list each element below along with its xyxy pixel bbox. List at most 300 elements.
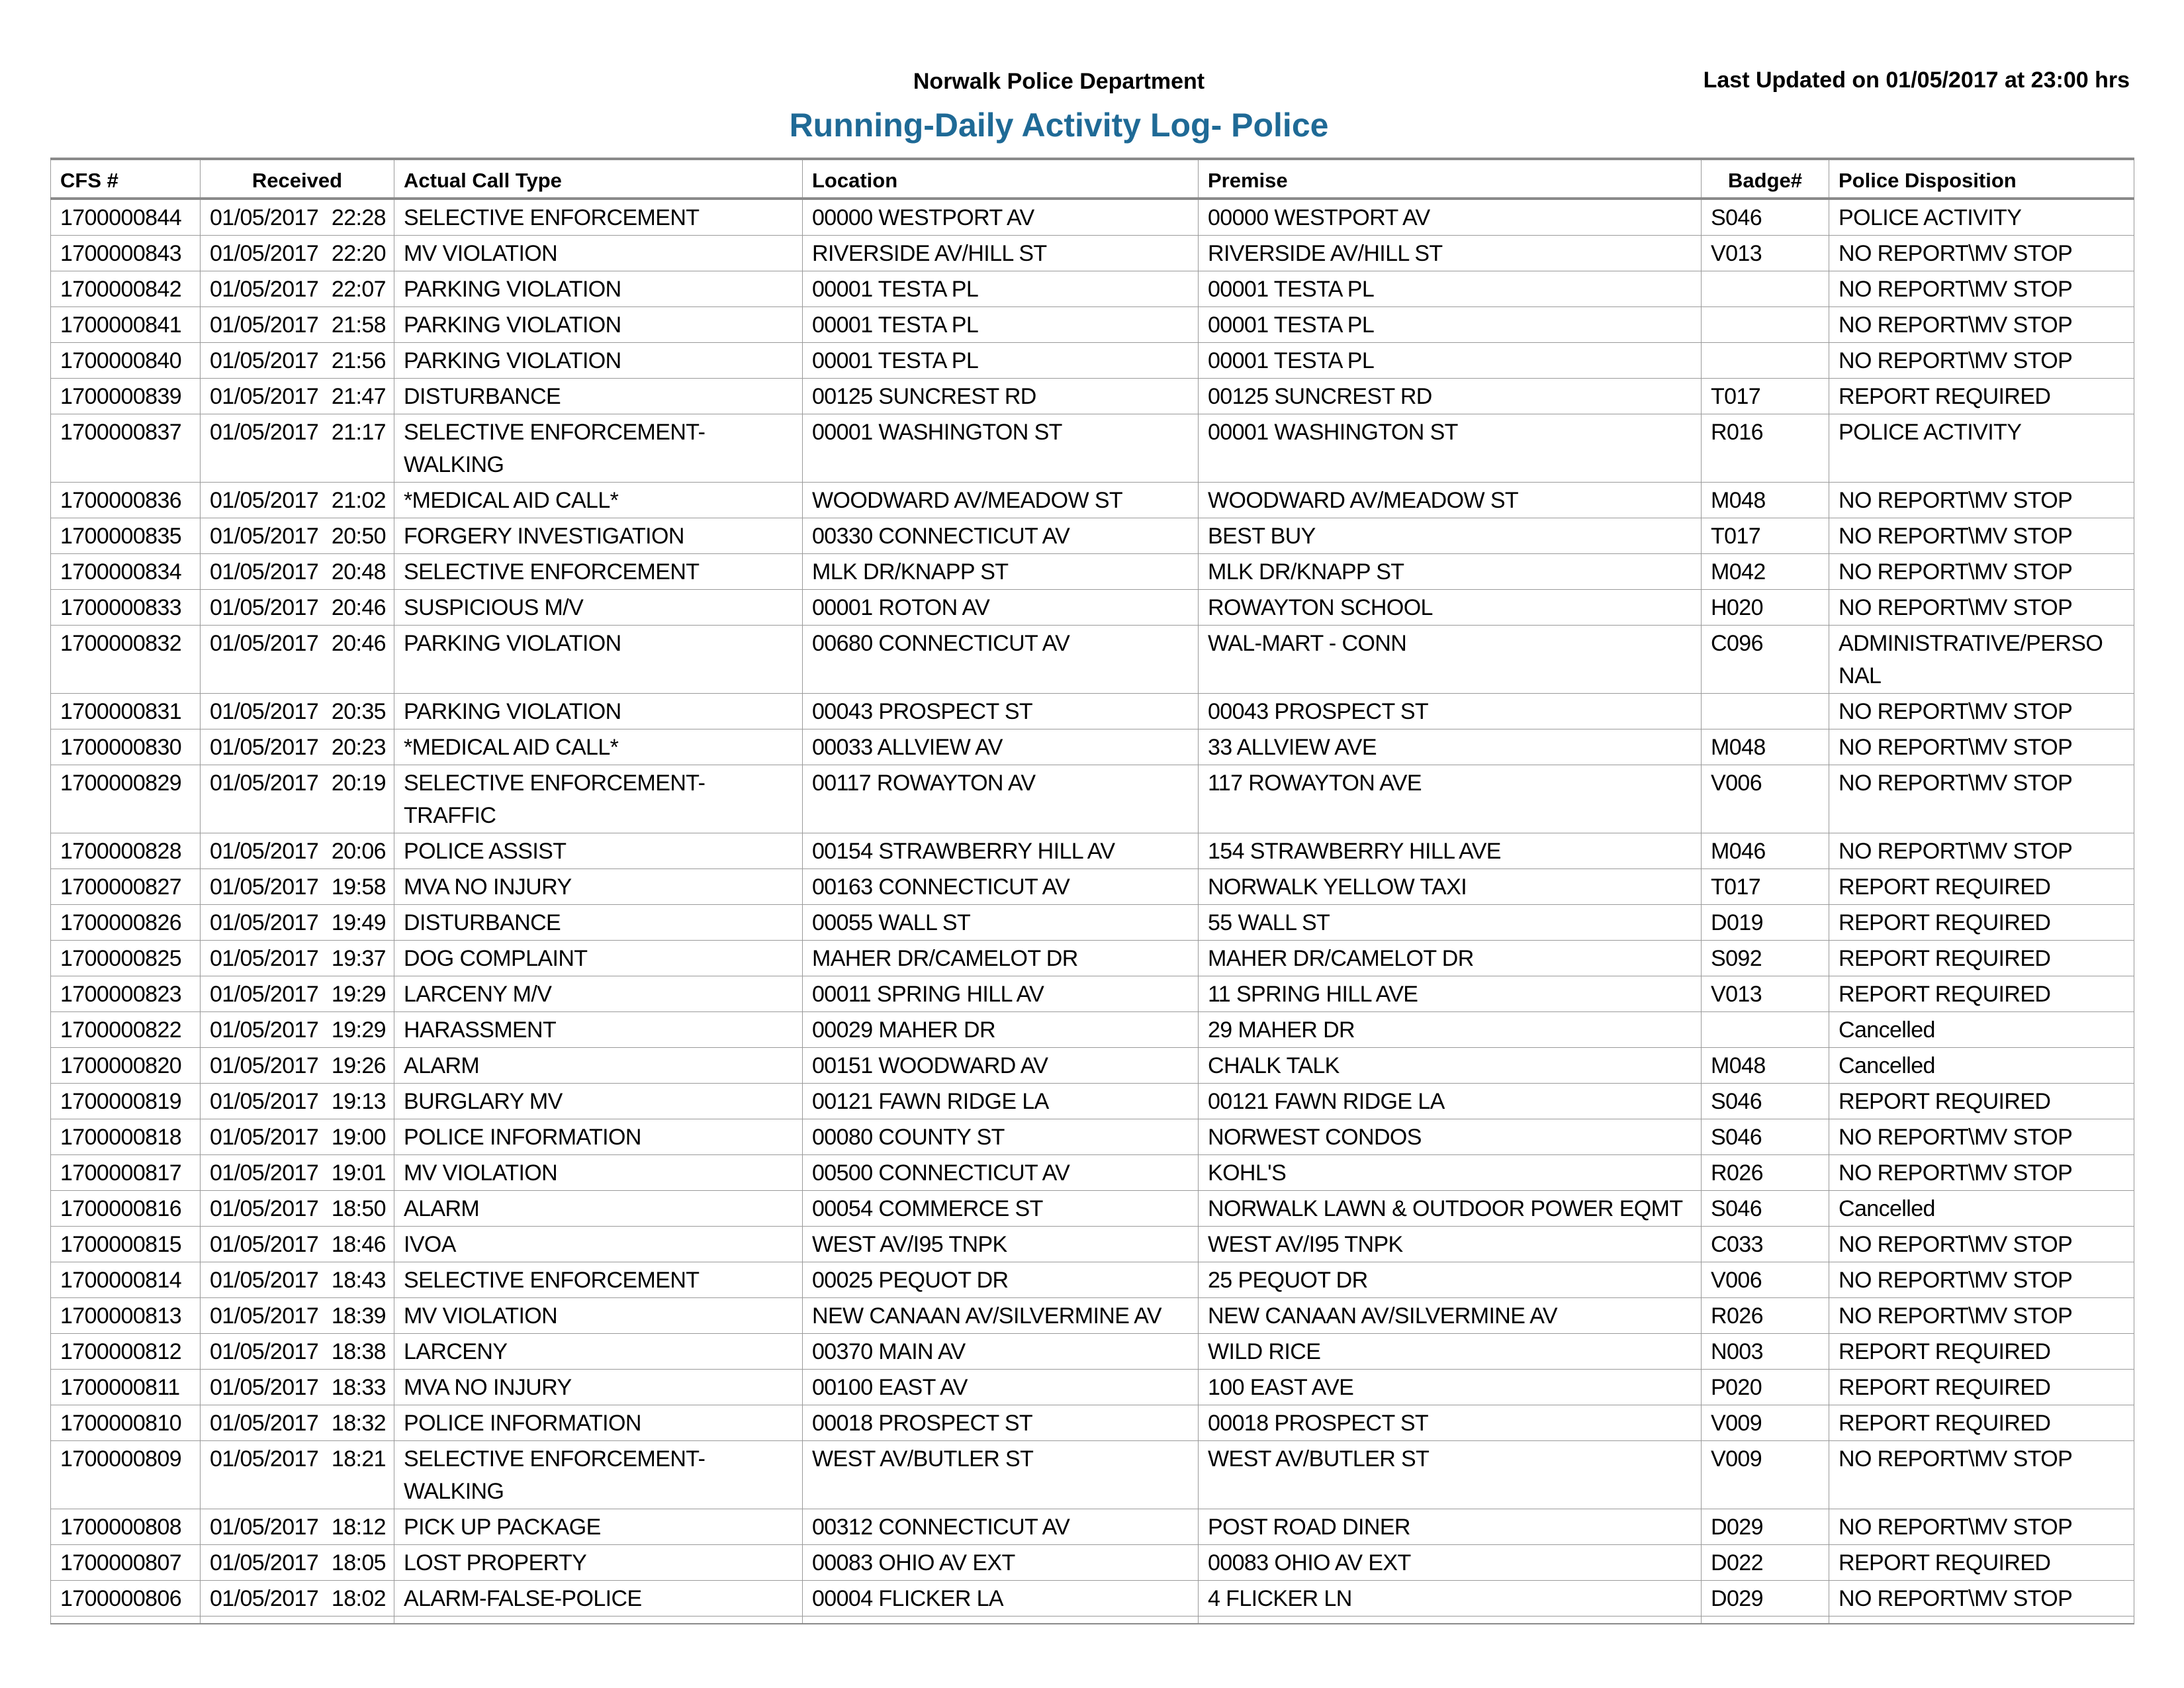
received-cell bbox=[201, 1581, 394, 1617]
received-time: 19:26 bbox=[331, 1053, 386, 1078]
received-cell bbox=[201, 1227, 394, 1262]
received-cell bbox=[201, 1191, 394, 1227]
table-row bbox=[51, 1545, 2134, 1581]
received-date: 01/05/2017 bbox=[210, 312, 319, 338]
disposition-cell: REPORT REQUIRED bbox=[1829, 976, 2134, 1012]
premise-cell: RIVERSIDE AV/HILL ST bbox=[1199, 236, 1702, 271]
badge-cell: H020 bbox=[1702, 590, 1829, 626]
received-date: 01/05/2017 bbox=[210, 771, 319, 796]
disposition-cell: Cancelled bbox=[1829, 1191, 2134, 1227]
cfs-cell: 1700000814 bbox=[51, 1262, 201, 1298]
disposition-cell: NO REPORT\MV STOP bbox=[1829, 236, 2134, 271]
cfs-cell: 1700000826 bbox=[51, 905, 201, 941]
badge-cell: P020 bbox=[1702, 1370, 1829, 1405]
column-header-premise: Premise bbox=[1199, 159, 1702, 199]
received-date: 01/05/2017 bbox=[210, 1339, 319, 1364]
call-type-cell: LARCENY bbox=[394, 1334, 803, 1370]
cfs-cell: 1700000836 bbox=[51, 483, 201, 518]
received-cell bbox=[201, 941, 394, 976]
disposition-cell: REPORT REQUIRED bbox=[1829, 869, 2134, 905]
column-header-received: Received bbox=[201, 159, 394, 199]
location-cell: 00370 MAIN AV bbox=[803, 1334, 1199, 1370]
premise-cell: 00001 TESTA PL bbox=[1199, 271, 1702, 307]
disposition-cell: NO REPORT\MV STOP bbox=[1829, 1262, 2134, 1298]
badge-cell: T017 bbox=[1702, 869, 1829, 905]
disposition-cell: REPORT REQUIRED bbox=[1829, 941, 2134, 976]
location-cell: 00154 STRAWBERRY HILL AV bbox=[803, 833, 1199, 869]
disposition-cell: REPORT REQUIRED bbox=[1829, 1545, 2134, 1581]
cfs-cell: 1700000811 bbox=[51, 1370, 201, 1405]
call-type-cell: ALARM-FALSE-POLICE bbox=[394, 1581, 803, 1617]
received-time: 22:28 bbox=[331, 205, 386, 230]
location-cell: 00330 CONNECTICUT AV bbox=[803, 518, 1199, 554]
badge-cell: M042 bbox=[1702, 554, 1829, 590]
premise-cell: 33 ALLVIEW AVE bbox=[1199, 729, 1702, 765]
disposition-cell: REPORT REQUIRED bbox=[1829, 1084, 2134, 1119]
empty-cell bbox=[1829, 1617, 2134, 1624]
premise-cell: MLK DR/KNAPP ST bbox=[1199, 554, 1702, 590]
call-type-cell: SELECTIVE ENFORCEMENT bbox=[394, 554, 803, 590]
received-cell bbox=[201, 626, 394, 694]
received-time: 18:32 bbox=[331, 1411, 386, 1436]
disposition-cell: NO REPORT\MV STOP bbox=[1829, 694, 2134, 729]
badge-cell bbox=[1702, 694, 1829, 729]
empty-cell bbox=[201, 1617, 394, 1624]
location-cell: 00001 WASHINGTON ST bbox=[803, 414, 1199, 483]
call-type-cell: PICK UP PACKAGE bbox=[394, 1509, 803, 1545]
received-cell bbox=[201, 1298, 394, 1334]
table-row bbox=[51, 307, 2134, 343]
department-name: Norwalk Police Department bbox=[913, 69, 1205, 94]
premise-cell: WEST AV/BUTLER ST bbox=[1199, 1441, 1702, 1509]
received-date: 01/05/2017 bbox=[210, 1089, 319, 1114]
location-cell: RIVERSIDE AV/HILL ST bbox=[803, 236, 1199, 271]
received-cell bbox=[201, 590, 394, 626]
location-cell: 00151 WOODWARD AV bbox=[803, 1048, 1199, 1084]
badge-cell: D029 bbox=[1702, 1509, 1829, 1545]
table-row bbox=[51, 414, 2134, 483]
column-header-disposition: Police Disposition bbox=[1829, 159, 2134, 199]
call-type-cell: PARKING VIOLATION bbox=[394, 626, 803, 694]
badge-cell: V009 bbox=[1702, 1405, 1829, 1441]
cfs-cell: 1700000834 bbox=[51, 554, 201, 590]
received-cell bbox=[201, 1155, 394, 1191]
received-time: 20:19 bbox=[331, 771, 386, 796]
badge-cell: M048 bbox=[1702, 1048, 1829, 1084]
cfs-cell: 1700000835 bbox=[51, 518, 201, 554]
disposition-cell: POLICE ACTIVITY bbox=[1829, 414, 2134, 483]
received-cell bbox=[201, 905, 394, 941]
received-time: 19:13 bbox=[331, 1089, 386, 1114]
table-row bbox=[51, 554, 2134, 590]
badge-cell: C096 bbox=[1702, 626, 1829, 694]
received-cell bbox=[201, 554, 394, 590]
badge-cell: S046 bbox=[1702, 1119, 1829, 1155]
badge-cell: T017 bbox=[1702, 379, 1829, 414]
call-type-cell: FORGERY INVESTIGATION bbox=[394, 518, 803, 554]
received-time: 18:33 bbox=[331, 1375, 386, 1400]
premise-cell: MAHER DR/CAMELOT DR bbox=[1199, 941, 1702, 976]
received-date: 01/05/2017 bbox=[210, 384, 319, 409]
call-type-cell: SELECTIVE ENFORCEMENT bbox=[394, 199, 803, 236]
received-time: 18:43 bbox=[331, 1268, 386, 1293]
location-cell: 00000 WESTPORT AV bbox=[803, 199, 1199, 236]
badge-cell: V013 bbox=[1702, 976, 1829, 1012]
badge-cell: D029 bbox=[1702, 1581, 1829, 1617]
premise-cell: 00018 PROSPECT ST bbox=[1199, 1405, 1702, 1441]
location-cell: 00083 OHIO AV EXT bbox=[803, 1545, 1199, 1581]
location-cell: 00029 MAHER DR bbox=[803, 1012, 1199, 1048]
table-row bbox=[51, 1334, 2134, 1370]
cfs-cell: 1700000822 bbox=[51, 1012, 201, 1048]
cfs-cell: 1700000830 bbox=[51, 729, 201, 765]
table-row bbox=[51, 1119, 2134, 1155]
received-date: 01/05/2017 bbox=[210, 910, 319, 935]
badge-cell: S092 bbox=[1702, 941, 1829, 976]
call-type-cell: PARKING VIOLATION bbox=[394, 307, 803, 343]
received-time: 18:12 bbox=[331, 1515, 386, 1540]
table-row bbox=[51, 1509, 2134, 1545]
received-date: 01/05/2017 bbox=[210, 524, 319, 549]
premise-cell: ROWAYTON SCHOOL bbox=[1199, 590, 1702, 626]
table-row bbox=[51, 1012, 2134, 1048]
premise-cell: 00121 FAWN RIDGE LA bbox=[1199, 1084, 1702, 1119]
received-date: 01/05/2017 bbox=[210, 1196, 319, 1221]
call-type-cell: ALARM bbox=[394, 1048, 803, 1084]
received-date: 01/05/2017 bbox=[210, 1017, 319, 1043]
received-date: 01/05/2017 bbox=[210, 874, 319, 900]
premise-cell: NORWEST CONDOS bbox=[1199, 1119, 1702, 1155]
disposition-cell: NO REPORT\MV STOP bbox=[1829, 1509, 2134, 1545]
call-type-cell: MVA NO INJURY bbox=[394, 1370, 803, 1405]
badge-cell: R026 bbox=[1702, 1155, 1829, 1191]
received-date: 01/05/2017 bbox=[210, 1125, 319, 1150]
premise-cell: BEST BUY bbox=[1199, 518, 1702, 554]
table-row bbox=[51, 483, 2134, 518]
location-cell: 00117 ROWAYTON AV bbox=[803, 765, 1199, 833]
location-cell: 00001 TESTA PL bbox=[803, 307, 1199, 343]
premise-cell: KOHL'S bbox=[1199, 1155, 1702, 1191]
table-row bbox=[51, 833, 2134, 869]
cfs-cell: 1700000832 bbox=[51, 626, 201, 694]
cfs-cell: 1700000833 bbox=[51, 590, 201, 626]
received-cell bbox=[201, 236, 394, 271]
table-row bbox=[51, 1227, 2134, 1262]
received-time: 18:39 bbox=[331, 1303, 386, 1329]
table-row bbox=[51, 590, 2134, 626]
location-cell: 00011 SPRING HILL AV bbox=[803, 976, 1199, 1012]
received-date: 01/05/2017 bbox=[210, 1303, 319, 1329]
received-date: 01/05/2017 bbox=[210, 348, 319, 373]
received-date: 01/05/2017 bbox=[210, 1268, 319, 1293]
call-type-cell: IVOA bbox=[394, 1227, 803, 1262]
premise-cell: 100 EAST AVE bbox=[1199, 1370, 1702, 1405]
table-row bbox=[51, 518, 2134, 554]
disposition-cell: NO REPORT\MV STOP bbox=[1829, 1119, 2134, 1155]
cfs-cell: 1700000815 bbox=[51, 1227, 201, 1262]
table-row bbox=[51, 1581, 2134, 1617]
empty-cell bbox=[1199, 1617, 1702, 1624]
received-time: 19:37 bbox=[331, 946, 386, 971]
received-date: 01/05/2017 bbox=[210, 699, 319, 724]
page-title: Running-Daily Activity Log- Police bbox=[789, 107, 1329, 144]
table-row bbox=[51, 1262, 2134, 1298]
call-type-cell: POLICE INFORMATION bbox=[394, 1405, 803, 1441]
premise-cell: 154 STRAWBERRY HILL AVE bbox=[1199, 833, 1702, 869]
cfs-cell: 1700000823 bbox=[51, 976, 201, 1012]
disposition-cell: Cancelled bbox=[1829, 1012, 2134, 1048]
disposition-cell: NO REPORT\MV STOP bbox=[1829, 1581, 2134, 1617]
received-cell bbox=[201, 271, 394, 307]
disposition-cell: NO REPORT\MV STOP bbox=[1829, 1227, 2134, 1262]
call-type-cell: *MEDICAL AID CALL* bbox=[394, 729, 803, 765]
premise-cell: NORWALK LAWN & OUTDOOR POWER EQMT bbox=[1199, 1191, 1702, 1227]
received-date: 01/05/2017 bbox=[210, 277, 319, 302]
premise-cell: NEW CANAAN AV/SILVERMINE AV bbox=[1199, 1298, 1702, 1334]
received-time: 21:56 bbox=[331, 348, 386, 373]
premise-cell: 00125 SUNCREST RD bbox=[1199, 379, 1702, 414]
cfs-cell: 1700000837 bbox=[51, 414, 201, 483]
premise-cell: CHALK TALK bbox=[1199, 1048, 1702, 1084]
location-cell: NEW CANAAN AV/SILVERMINE AV bbox=[803, 1298, 1199, 1334]
received-time: 22:07 bbox=[331, 277, 386, 302]
table-row bbox=[51, 199, 2134, 236]
disposition-cell: ADMINISTRATIVE/PERSO NAL bbox=[1829, 626, 2134, 694]
table-tail-row bbox=[51, 1617, 2134, 1624]
table-header-row bbox=[51, 159, 2134, 199]
empty-cell bbox=[51, 1617, 201, 1624]
cfs-cell: 1700000820 bbox=[51, 1048, 201, 1084]
call-type-cell: SELECTIVE ENFORCEMENT-WALKING bbox=[394, 414, 803, 483]
location-cell: 00080 COUNTY ST bbox=[803, 1119, 1199, 1155]
received-time: 19:00 bbox=[331, 1125, 386, 1150]
premise-cell: POST ROAD DINER bbox=[1199, 1509, 1702, 1545]
location-cell: 00004 FLICKER LA bbox=[803, 1581, 1199, 1617]
location-cell: 00680 CONNECTICUT AV bbox=[803, 626, 1199, 694]
table-row bbox=[51, 343, 2134, 379]
cfs-cell: 1700000809 bbox=[51, 1441, 201, 1509]
badge-cell: R016 bbox=[1702, 414, 1829, 483]
disposition-cell: NO REPORT\MV STOP bbox=[1829, 1441, 2134, 1509]
received-time: 19:29 bbox=[331, 1017, 386, 1043]
disposition-cell: NO REPORT\MV STOP bbox=[1829, 729, 2134, 765]
call-type-cell: SUSPICIOUS M/V bbox=[394, 590, 803, 626]
badge-cell bbox=[1702, 271, 1829, 307]
badge-cell: D022 bbox=[1702, 1545, 1829, 1581]
premise-cell: 117 ROWAYTON AVE bbox=[1199, 765, 1702, 833]
received-cell bbox=[201, 1262, 394, 1298]
location-cell: 00055 WALL ST bbox=[803, 905, 1199, 941]
call-type-cell: SELECTIVE ENFORCEMENT bbox=[394, 1262, 803, 1298]
premise-cell: NORWALK YELLOW TAXI bbox=[1199, 869, 1702, 905]
disposition-cell: NO REPORT\MV STOP bbox=[1829, 1298, 2134, 1334]
table-row bbox=[51, 729, 2134, 765]
location-cell: WEST AV/BUTLER ST bbox=[803, 1441, 1199, 1509]
received-time: 21:58 bbox=[331, 312, 386, 338]
table-row bbox=[51, 1084, 2134, 1119]
badge-cell: R026 bbox=[1702, 1298, 1829, 1334]
call-type-cell: MV VIOLATION bbox=[394, 236, 803, 271]
table-row bbox=[51, 1191, 2134, 1227]
received-date: 01/05/2017 bbox=[210, 1411, 319, 1436]
premise-cell: 55 WALL ST bbox=[1199, 905, 1702, 941]
cfs-cell: 1700000813 bbox=[51, 1298, 201, 1334]
call-type-cell: MV VIOLATION bbox=[394, 1155, 803, 1191]
received-cell bbox=[201, 833, 394, 869]
received-time: 20:46 bbox=[331, 595, 386, 620]
cfs-cell: 1700000812 bbox=[51, 1334, 201, 1370]
table-row bbox=[51, 1155, 2134, 1191]
premise-cell: 00083 OHIO AV EXT bbox=[1199, 1545, 1702, 1581]
disposition-cell: REPORT REQUIRED bbox=[1829, 379, 2134, 414]
received-cell bbox=[201, 729, 394, 765]
location-cell: WEST AV/I95 TNPK bbox=[803, 1227, 1199, 1262]
received-time: 20:35 bbox=[331, 699, 386, 724]
received-cell bbox=[201, 1545, 394, 1581]
table-row bbox=[51, 1441, 2134, 1509]
column-header-badge: Badge# bbox=[1702, 159, 1829, 199]
received-time: 18:46 bbox=[331, 1232, 386, 1257]
premise-cell: 00043 PROSPECT ST bbox=[1199, 694, 1702, 729]
received-time: 21:17 bbox=[331, 420, 386, 445]
table-row bbox=[51, 1405, 2134, 1441]
cfs-cell: 1700000844 bbox=[51, 199, 201, 236]
cfs-cell: 1700000841 bbox=[51, 307, 201, 343]
received-time: 21:47 bbox=[331, 384, 386, 409]
received-cell bbox=[201, 694, 394, 729]
location-cell: 00001 ROTON AV bbox=[803, 590, 1199, 626]
received-time: 18:50 bbox=[331, 1196, 386, 1221]
table-row bbox=[51, 694, 2134, 729]
disposition-cell: REPORT REQUIRED bbox=[1829, 1334, 2134, 1370]
call-type-cell: *MEDICAL AID CALL* bbox=[394, 483, 803, 518]
disposition-cell: NO REPORT\MV STOP bbox=[1829, 518, 2134, 554]
badge-cell: S046 bbox=[1702, 199, 1829, 236]
location-cell: 00001 TESTA PL bbox=[803, 271, 1199, 307]
call-type-cell: MVA NO INJURY bbox=[394, 869, 803, 905]
received-time: 20:50 bbox=[331, 524, 386, 549]
received-date: 01/05/2017 bbox=[210, 1232, 319, 1257]
location-cell: 00500 CONNECTICUT AV bbox=[803, 1155, 1199, 1191]
received-time: 20:23 bbox=[331, 735, 386, 760]
premise-cell: WEST AV/I95 TNPK bbox=[1199, 1227, 1702, 1262]
disposition-cell: NO REPORT\MV STOP bbox=[1829, 590, 2134, 626]
cfs-cell: 1700000810 bbox=[51, 1405, 201, 1441]
disposition-cell: NO REPORT\MV STOP bbox=[1829, 343, 2134, 379]
call-type-cell: MV VIOLATION bbox=[394, 1298, 803, 1334]
table-row bbox=[51, 1048, 2134, 1084]
badge-cell: V009 bbox=[1702, 1441, 1829, 1509]
call-type-cell: PARKING VIOLATION bbox=[394, 271, 803, 307]
cfs-cell: 1700000829 bbox=[51, 765, 201, 833]
disposition-cell: NO REPORT\MV STOP bbox=[1829, 483, 2134, 518]
received-cell bbox=[201, 1441, 394, 1509]
received-date: 01/05/2017 bbox=[210, 241, 319, 266]
column-header-call-type: Actual Call Type bbox=[394, 159, 803, 199]
location-cell: 00100 EAST AV bbox=[803, 1370, 1199, 1405]
activity-log-table bbox=[50, 158, 2134, 1624]
disposition-cell: REPORT REQUIRED bbox=[1829, 1370, 2134, 1405]
location-cell: MAHER DR/CAMELOT DR bbox=[803, 941, 1199, 976]
received-cell bbox=[201, 1084, 394, 1119]
received-cell bbox=[201, 199, 394, 236]
location-cell: 00043 PROSPECT ST bbox=[803, 694, 1199, 729]
cfs-cell: 1700000840 bbox=[51, 343, 201, 379]
call-type-cell: BURGLARY MV bbox=[394, 1084, 803, 1119]
location-cell: 00163 CONNECTICUT AV bbox=[803, 869, 1199, 905]
received-time: 19:29 bbox=[331, 982, 386, 1007]
received-date: 01/05/2017 bbox=[210, 1446, 319, 1472]
badge-cell: V013 bbox=[1702, 236, 1829, 271]
disposition-cell: NO REPORT\MV STOP bbox=[1829, 1155, 2134, 1191]
cfs-cell: 1700000839 bbox=[51, 379, 201, 414]
badge-cell: V006 bbox=[1702, 765, 1829, 833]
call-type-cell: ALARM bbox=[394, 1191, 803, 1227]
received-cell bbox=[201, 414, 394, 483]
received-date: 01/05/2017 bbox=[210, 559, 319, 585]
received-cell bbox=[201, 483, 394, 518]
received-time: 22:20 bbox=[331, 241, 386, 266]
call-type-cell: PARKING VIOLATION bbox=[394, 694, 803, 729]
received-cell bbox=[201, 307, 394, 343]
cfs-cell: 1700000842 bbox=[51, 271, 201, 307]
received-time: 18:38 bbox=[331, 1339, 386, 1364]
table-row bbox=[51, 941, 2134, 976]
table-body bbox=[51, 199, 2134, 1624]
badge-cell: S046 bbox=[1702, 1191, 1829, 1227]
received-time: 20:48 bbox=[331, 559, 386, 585]
disposition-cell: REPORT REQUIRED bbox=[1829, 1405, 2134, 1441]
received-date: 01/05/2017 bbox=[210, 1053, 319, 1078]
cfs-cell: 1700000816 bbox=[51, 1191, 201, 1227]
received-date: 01/05/2017 bbox=[210, 595, 319, 620]
call-type-cell: PARKING VIOLATION bbox=[394, 343, 803, 379]
received-time: 20:46 bbox=[331, 631, 386, 656]
empty-cell bbox=[803, 1617, 1199, 1624]
received-date: 01/05/2017 bbox=[210, 1515, 319, 1540]
disposition-cell: REPORT REQUIRED bbox=[1829, 905, 2134, 941]
disposition-cell: NO REPORT\MV STOP bbox=[1829, 307, 2134, 343]
received-time: 19:49 bbox=[331, 910, 386, 935]
location-cell: 00033 ALLVIEW AV bbox=[803, 729, 1199, 765]
premise-cell: 29 MAHER DR bbox=[1199, 1012, 1702, 1048]
received-time: 19:58 bbox=[331, 874, 386, 900]
call-type-cell: HARASSMENT bbox=[394, 1012, 803, 1048]
received-date: 01/05/2017 bbox=[210, 1550, 319, 1575]
table-row bbox=[51, 905, 2134, 941]
table-row bbox=[51, 1370, 2134, 1405]
cfs-cell: 1700000806 bbox=[51, 1581, 201, 1617]
column-header-location: Location bbox=[803, 159, 1199, 199]
location-cell: 00025 PEQUOT DR bbox=[803, 1262, 1199, 1298]
received-date: 01/05/2017 bbox=[210, 420, 319, 445]
call-type-cell: DOG COMPLAINT bbox=[394, 941, 803, 976]
call-type-cell: SELECTIVE ENFORCEMENT-WALKING bbox=[394, 1441, 803, 1509]
received-date: 01/05/2017 bbox=[210, 735, 319, 760]
received-time: 18:05 bbox=[331, 1550, 386, 1575]
table-row bbox=[51, 379, 2134, 414]
location-cell: WOODWARD AV/MEADOW ST bbox=[803, 483, 1199, 518]
table-row bbox=[51, 271, 2134, 307]
cfs-cell: 1700000828 bbox=[51, 833, 201, 869]
premise-cell: 25 PEQUOT DR bbox=[1199, 1262, 1702, 1298]
received-cell bbox=[201, 1405, 394, 1441]
received-date: 01/05/2017 bbox=[210, 982, 319, 1007]
call-type-cell: POLICE INFORMATION bbox=[394, 1119, 803, 1155]
received-cell bbox=[201, 379, 394, 414]
disposition-cell: NO REPORT\MV STOP bbox=[1829, 271, 2134, 307]
call-type-cell: LOST PROPERTY bbox=[394, 1545, 803, 1581]
